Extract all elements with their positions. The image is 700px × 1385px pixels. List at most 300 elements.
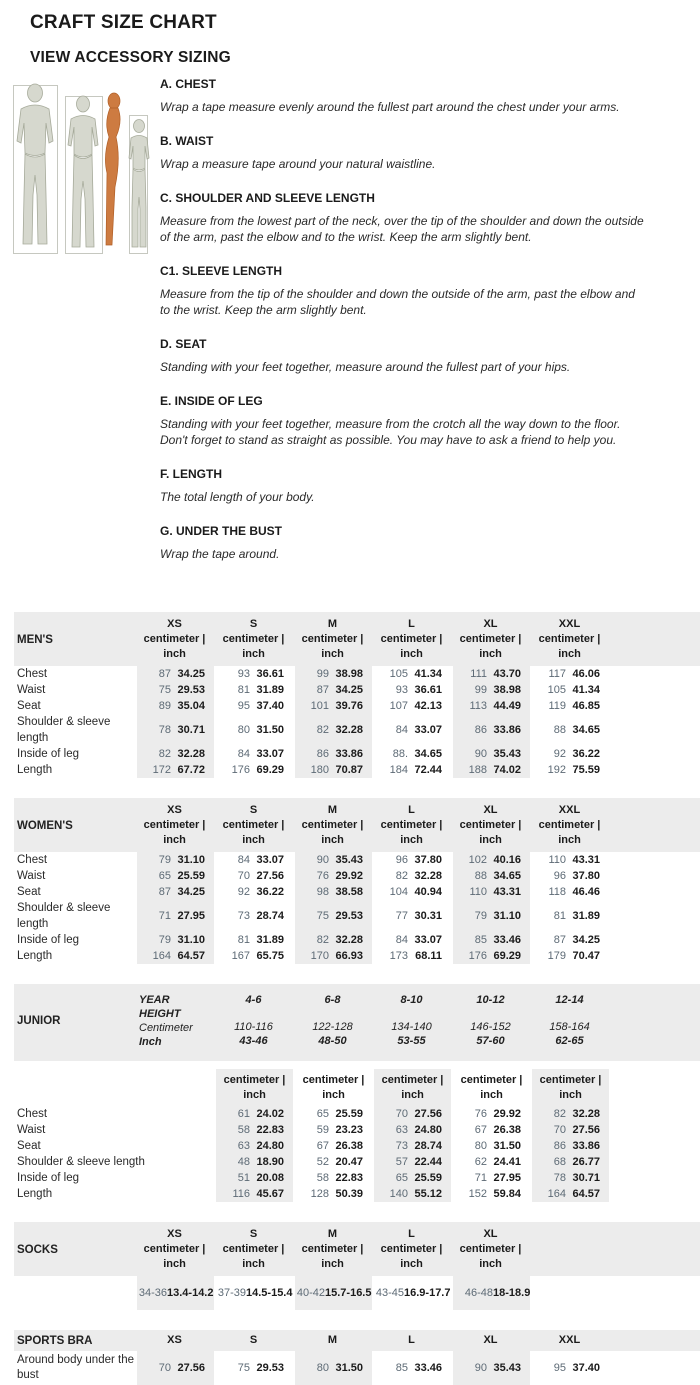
cm-value: 80 [474,1139,487,1152]
size-value-cell [372,1186,451,1202]
inch-value: 33.86 [335,747,363,760]
cm-value: 128 [310,1187,329,1200]
table-row [14,714,700,746]
size-value-cell [372,714,451,746]
table-row [14,1351,700,1385]
year-range: 8-10 [400,994,423,1006]
inch-value: 20.47 [335,1155,363,1168]
unit-inch-label: inch [480,1089,503,1101]
inch-value: 33.07 [414,933,442,946]
cm-value: 86 [316,747,329,760]
inch-value: 43.31 [572,853,600,866]
inch-value: 35.04 [177,699,205,712]
cm-value: 87 [158,667,171,680]
inch-value: 31.10 [493,909,521,922]
unit-inch-label: inch [559,1089,582,1101]
cm-value: 84 [395,933,408,946]
measure-section [160,134,650,172]
inch-value: 26.77 [572,1155,600,1168]
size-table-junior [14,984,700,1202]
inch-value: 29.53 [177,683,205,696]
cm-value: 104 [389,885,408,898]
size-value-cell [530,1106,609,1122]
size-value-cell [451,682,530,698]
inch-value: 37.80 [414,853,442,866]
size-column-header [293,1227,372,1272]
cm-value: 73 [395,1139,408,1152]
size-chart-page [0,12,700,1381]
size-label: L [408,1228,415,1240]
inch-value: 72.44 [414,763,442,776]
unit-centimeter-label: centimeter | [380,1243,443,1255]
measure-section [160,394,650,448]
inch-value: 70.47 [572,949,600,962]
view-accessory-sizing-link[interactable]: VIEW ACCESSORY SIZING [30,49,231,66]
cm-value: 111 [470,667,487,680]
cm-value: 170 [310,949,329,962]
inch-value: 18-18.9 [493,1286,531,1299]
unit-inch-label: inch [321,834,344,846]
unit-centimeter-label: centimeter | [222,633,285,645]
size-value-cell [530,852,609,868]
size-label: L [408,804,415,816]
size-column-header [293,803,372,848]
inch-value: 28.74 [414,1139,442,1152]
unit-inch-label: inch [163,834,186,846]
size-value-cell [214,1170,293,1186]
cm-value: 82 [395,869,408,882]
cm-value: 58 [316,1171,329,1184]
unit-centimeter-label: centimeter | [380,633,443,645]
cm-value: 73 [237,909,250,922]
row-label: Inside of leg [17,1172,80,1184]
inch-value: 29.53 [256,1361,284,1374]
inch-value: 36.22 [256,885,284,898]
inch-value: 38.58 [335,885,363,898]
size-value-cell [135,746,214,762]
height-cm-range: 122-128 [312,1021,353,1033]
table-row [14,932,700,948]
row-label: Seat [17,1140,41,1152]
inch-value: 37.80 [572,869,600,882]
inch-value: 33.07 [256,747,284,760]
measure-description: Standing with your feet together, measure around the fullest part of your hips. [160,360,571,374]
inch-value: 67.72 [177,763,205,776]
size-label: XL [483,1334,498,1346]
size-value-cell [451,1351,530,1385]
cm-value: 82 [553,1107,566,1120]
size-value-cell [214,1106,293,1122]
size-label: XS [167,804,182,816]
size-value-cell [372,746,451,762]
size-table-socks [14,1222,700,1310]
row-label: Shoulder & sleeve length [17,716,111,744]
unit-inch-label: inch [401,1089,424,1101]
table-row [14,884,700,900]
size-column-header [293,1333,372,1348]
size-column-header [135,617,214,662]
inch-value: 27.95 [493,1171,521,1184]
measure-description: Measure from the tip of the shoulder and down the outside of the arm, past the elbow and to the wrist. Keep the arm slightly bent. [160,287,635,317]
cm-value: 34-36 [138,1286,167,1299]
cm-value: 95 [553,1361,566,1374]
size-value-cell [293,1351,372,1385]
size-column-header [135,1333,214,1348]
cm-value: 85 [395,1361,408,1374]
measure-heading: G. UNDER THE BUST [160,524,283,538]
measure-heading: C1. SLEEVE LENGTH [160,264,283,278]
unit-inch-label: inch [163,1258,186,1270]
size-value-cell [293,1276,372,1310]
row-label: Inside of leg [17,748,80,760]
cm-value: 58 [237,1123,250,1136]
size-column-header [372,803,451,848]
cm-value: 59 [316,1123,329,1136]
measurement-guide [160,75,650,562]
cm-value: 43-45 [375,1286,404,1299]
table-row [14,1106,700,1122]
inch-value: 45.67 [256,1187,284,1200]
size-column-header [293,617,372,662]
cm-value: 37-39 [217,1286,246,1299]
table-title: MEN'S [17,633,53,646]
unit-centimeter-label: centimeter | [538,633,601,645]
cm-value: 70 [237,869,250,882]
inch-value: 27.56 [256,869,284,882]
inch-value: 33.07 [414,723,442,736]
size-label: M [327,804,338,816]
cm-value: 85 [474,933,487,946]
size-value-cell [135,714,214,746]
inch-value: 31.50 [335,1361,363,1374]
measure-section [160,524,650,562]
unit-centimeter-label: centimeter | [459,1243,522,1255]
table-row [14,746,700,762]
inch-value: 69.29 [256,763,284,776]
table-row [14,1276,700,1310]
size-value-cell [530,1122,609,1138]
size-value-cell [451,884,530,900]
cm-value: 176 [468,949,487,962]
measure-section [160,337,650,375]
size-value-cell [214,714,293,746]
unit-centimeter-label: centimeter | [222,819,285,831]
table-header [14,798,700,852]
unit-centimeter-label: centimeter | [223,1074,286,1086]
cm-value: 75 [158,683,171,696]
legend-inch: Inch [139,1036,162,1048]
table-row [14,900,700,932]
cm-value: 80 [237,723,250,736]
size-value-cell [451,1138,530,1154]
size-value-cell [293,1186,372,1202]
cm-value: 105 [547,683,566,696]
size-value-cell [293,762,372,778]
height-inch-range: 57-60 [476,1035,505,1047]
cm-value: 77 [395,909,408,922]
table-title: WOMEN'S [17,819,73,832]
cm-value: 101 [310,699,329,712]
cm-value: 82 [316,723,329,736]
size-value-cell [372,1106,451,1122]
cm-value: 65 [158,869,171,882]
size-value-cell [530,884,609,900]
row-label: Chest [17,1108,48,1120]
size-column-header [530,803,609,848]
table-header [14,1222,700,1276]
cm-value: 93 [237,667,250,680]
cm-value: 79 [158,853,171,866]
unit-inch-label: inch [479,834,502,846]
measure-section [160,191,650,245]
cm-value: 80 [316,1361,329,1374]
size-column-header [451,803,530,848]
unit-centimeter-label: centimeter | [301,633,364,645]
table-header [14,612,700,666]
inch-value: 33.46 [414,1361,442,1374]
size-column-header [293,1069,372,1106]
size-label: XXL [558,804,581,816]
size-value-cell [293,852,372,868]
size-value-cell [135,900,214,932]
measure-section [160,467,650,505]
inch-value: 29.53 [335,909,363,922]
unit-centimeter-label: centimeter | [222,1243,285,1255]
cm-value: 65 [395,1171,408,1184]
inch-value: 46.85 [572,699,600,712]
legend-height: HEIGHT [139,1008,181,1020]
unit-centimeter-label: centimeter | [459,819,522,831]
inch-value: 22.83 [335,1171,363,1184]
size-value-cell [214,932,293,948]
size-value-cell [451,900,530,932]
size-column-header [530,1333,609,1348]
size-value-cell [214,1154,293,1170]
table-row [14,948,700,964]
unit-inch-label: inch [400,1258,423,1270]
size-value-cell [530,948,609,964]
unit-centimeter-label: centimeter | [143,633,206,645]
inch-value: 27.56 [177,1361,205,1374]
size-label: XL [483,804,498,816]
inch-value: 31.10 [177,933,205,946]
cm-value: 140 [389,1187,408,1200]
cm-value: 81 [237,933,250,946]
cm-value: 57 [395,1155,408,1168]
row-label: Seat [17,700,41,712]
size-value-cell [451,1276,530,1310]
size-label: M [327,618,338,630]
inch-value: 34.25 [177,667,205,680]
cm-value: 110 [469,885,487,898]
cm-value: 99 [474,683,487,696]
row-label: Length [17,1188,53,1200]
cm-value: 164 [547,1187,566,1200]
legend-centimeter: Centimeter [139,1022,193,1034]
cm-value: 88 [474,869,487,882]
unit-inch-label: inch [479,648,502,660]
table-row [14,666,700,682]
cm-value: 86 [474,723,487,736]
inch-value: 40.16 [493,853,521,866]
row-label: Around body under the bust [17,1354,135,1381]
inch-value: 33.46 [493,933,521,946]
inch-value: 20.08 [256,1171,284,1184]
cm-value: 84 [237,747,250,760]
size-value-cell [135,1276,214,1310]
cm-value: 84 [395,723,408,736]
size-label: M [327,1334,338,1346]
cm-value: 78 [158,723,171,736]
size-value-cell [293,884,372,900]
size-value-cell [451,1170,530,1186]
cm-value: 180 [310,763,329,776]
size-column-header [372,617,451,662]
inch-value: 15.7-16.5 [325,1286,372,1299]
cm-value: 167 [231,949,250,962]
unit-centimeter-label: centimeter | [380,819,443,831]
size-value-cell [372,762,451,778]
cm-value: 110 [548,853,566,866]
size-value-cell [214,762,293,778]
size-value-cell [451,932,530,948]
size-table-sports-bra [14,1330,700,1385]
inch-value: 31.89 [256,683,284,696]
size-column-header [530,617,609,662]
table-row [14,682,700,698]
inch-value: 70.87 [335,763,363,776]
size-value-cell [135,932,214,948]
cm-value: 90 [474,1361,487,1374]
size-value-cell [293,1138,372,1154]
table-header [14,1330,700,1351]
inch-value: 30.71 [572,1171,600,1184]
cm-value: 84 [237,853,250,866]
size-value-cell [372,1351,451,1385]
unit-centimeter-label: centimeter | [143,819,206,831]
inch-value: 34.65 [572,723,600,736]
man-figure [17,84,53,244]
cm-value: 76 [316,869,329,882]
size-value-cell [372,1170,451,1186]
size-value-cell [293,714,372,746]
unit-centimeter-label: centimeter | [143,1243,206,1255]
cm-value: 70 [553,1123,566,1136]
junior-year-column [293,993,372,1049]
year-range: 12-14 [555,994,584,1006]
table-row [14,698,700,714]
size-column-header [372,1333,451,1348]
year-range: 6-8 [324,994,341,1006]
size-value-cell [530,698,609,714]
inch-value: 42.13 [414,699,442,712]
inch-value: 64.57 [177,949,205,962]
height-cm-range: 158-164 [549,1021,590,1033]
junior-year-column [214,993,293,1049]
year-range: 4-6 [245,994,262,1006]
measure-heading: E. INSIDE OF LEG [160,394,263,408]
measure-section [160,264,650,318]
cm-value: 67 [474,1123,487,1136]
cm-value: 152 [468,1187,487,1200]
inch-value: 68.11 [415,949,442,962]
inch-value: 36.22 [572,747,600,760]
unit-centimeter-label: centimeter | [302,1074,365,1086]
height-inch-range: 43-46 [239,1035,268,1047]
size-value-cell [451,868,530,884]
inch-value: 39.76 [335,699,363,712]
unit-centimeter-label: centimeter | [301,1243,364,1255]
size-column-header [214,1069,293,1106]
inch-value: 66.93 [335,949,363,962]
cm-value: 71 [158,909,171,922]
cm-value: 92 [553,747,566,760]
size-column-header [451,617,530,662]
size-label: XS [167,1334,182,1346]
cm-value: 88 [553,723,566,736]
inch-value: 35.43 [493,1361,521,1374]
inch-value: 24.80 [256,1139,284,1152]
junior-year-column [451,993,530,1049]
inch-value: 36.61 [256,667,284,680]
inch-value: 34.65 [414,747,442,760]
measure-heading: D. SEAT [160,337,207,351]
size-value-cell [135,666,214,682]
inch-value: 32.28 [414,869,442,882]
year-range: 10-12 [476,994,505,1006]
height-inch-range: 62-65 [555,1035,584,1047]
inch-value: 34.25 [335,683,363,696]
table-row [14,1170,700,1186]
inch-value: 43.70 [493,667,521,680]
table-row [14,1154,700,1170]
size-value-cell [451,852,530,868]
size-value-cell [451,698,530,714]
size-label: L [408,618,415,630]
measure-heading: B. WAIST [160,134,214,148]
cm-value: 71 [474,1171,487,1184]
size-value-cell [293,868,372,884]
height-inch-range: 53-55 [397,1035,426,1047]
size-value-cell [530,682,609,698]
cm-value: 81 [553,909,566,922]
measurement-intro [10,75,700,562]
inch-value: 31.10 [177,853,205,866]
inch-value: 74.02 [493,763,521,776]
inch-value: 59.84 [493,1187,521,1200]
unit-inch-label: inch [242,834,265,846]
size-value-cell [293,900,372,932]
inch-value: 75.59 [572,763,600,776]
size-column-header [372,1227,451,1272]
size-value-cell [530,1138,609,1154]
cm-value: 118 [548,885,566,898]
size-label: S [249,618,258,630]
inch-value: 34.65 [493,869,521,882]
unit-inch-label: inch [558,834,581,846]
inch-value: 29.92 [493,1107,521,1120]
size-value-cell [451,948,530,964]
size-value-cell [451,762,530,778]
size-value-cell [451,1154,530,1170]
cm-value: 87 [158,885,171,898]
inch-value: 33.86 [493,723,521,736]
size-label: S [249,804,258,816]
measure-description: Wrap the tape around. [160,547,280,561]
inch-value: 34.25 [177,885,205,898]
inch-value: 65.75 [256,949,284,962]
cm-value: 96 [553,869,566,882]
